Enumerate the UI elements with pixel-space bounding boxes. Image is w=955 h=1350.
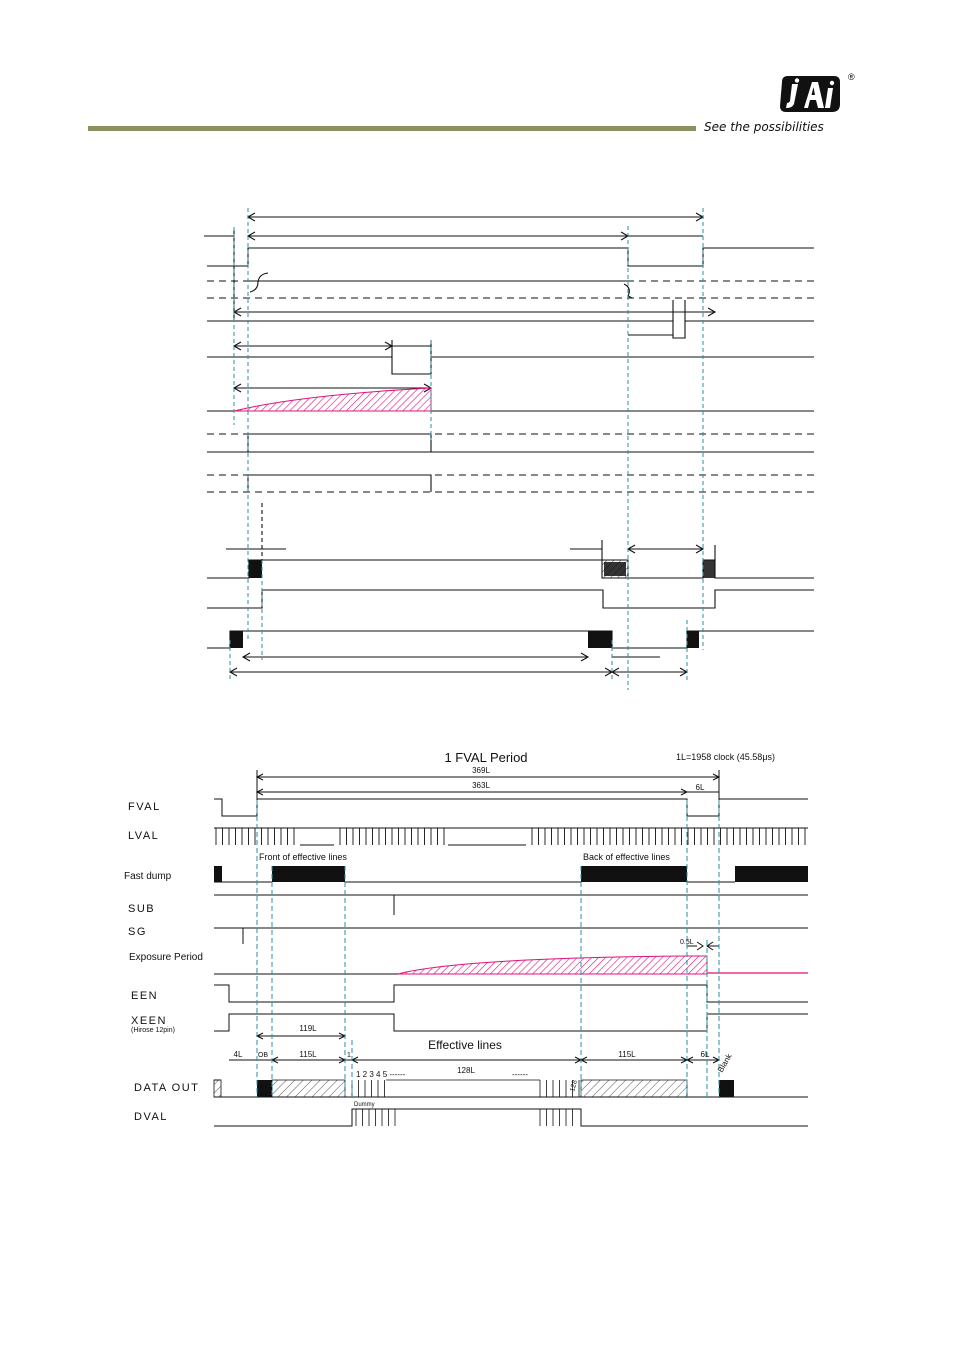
span-ob-label: OB — [257, 1052, 269, 1059]
clock-note: 1L=1958 clock (45.58μs) — [676, 752, 775, 762]
last-line-label: 128 — [569, 1079, 579, 1093]
signal-row-1 — [207, 248, 814, 266]
span-115-right-label: 115L — [618, 1050, 636, 1059]
span-115-left-label: 115L — [299, 1050, 317, 1059]
xeen-label: XEEN — [131, 1015, 167, 1027]
effective-lines-label: Effective lines — [428, 1038, 502, 1052]
front-of-effective-label: Front of effective lines — [259, 852, 347, 862]
fast-dump-label: Fast dump — [124, 871, 172, 882]
span-1-label: 1 — [347, 1052, 351, 1059]
exposure-period-ramp — [398, 956, 707, 974]
dval-ticks — [356, 1109, 573, 1126]
blank-label: Blank — [715, 1052, 734, 1074]
tagline: See the possibilities — [704, 120, 824, 134]
lval-waveform — [214, 828, 808, 845]
sg-label: SG — [128, 926, 147, 938]
xeen-sublabel: (Hirose 12pin) — [131, 1027, 175, 1034]
line-dashes-label: ------ — [512, 1070, 528, 1079]
span-6l-top-label: 6L — [695, 783, 705, 792]
span-369-label: 369L — [472, 766, 490, 775]
fval-label: FVAL — [128, 801, 161, 813]
back-of-effective-label: Back of effective lines — [583, 852, 670, 862]
span-363-label: 363L — [472, 781, 490, 790]
span-6l-label: 6L — [700, 1050, 710, 1059]
exp-offset-label: 0.5L — [680, 939, 694, 946]
dummy-label: Dummy — [354, 1102, 375, 1108]
dval-label: DVAL — [134, 1111, 168, 1123]
registered-mark: ® — [848, 72, 855, 82]
span-4l-label: 4L — [233, 1050, 243, 1059]
data-line-ticks — [352, 1080, 579, 1097]
span-119-label: 119L — [299, 1024, 317, 1033]
sub-label: SUB — [128, 903, 156, 915]
lval-label: LVAL — [128, 830, 160, 842]
fval-waveform — [214, 799, 808, 816]
exposure-ramp — [234, 388, 431, 411]
data-out-label: DATA OUT — [134, 1082, 200, 1094]
line-numbers-label: 1 2 3 4 5 ------ — [356, 1070, 406, 1079]
diagram-title: 1 FVAL Period — [444, 750, 528, 765]
span-128-label: 128L — [457, 1066, 475, 1075]
een-label: EEN — [131, 990, 159, 1002]
exposure-label: Exposure Period — [129, 952, 203, 963]
